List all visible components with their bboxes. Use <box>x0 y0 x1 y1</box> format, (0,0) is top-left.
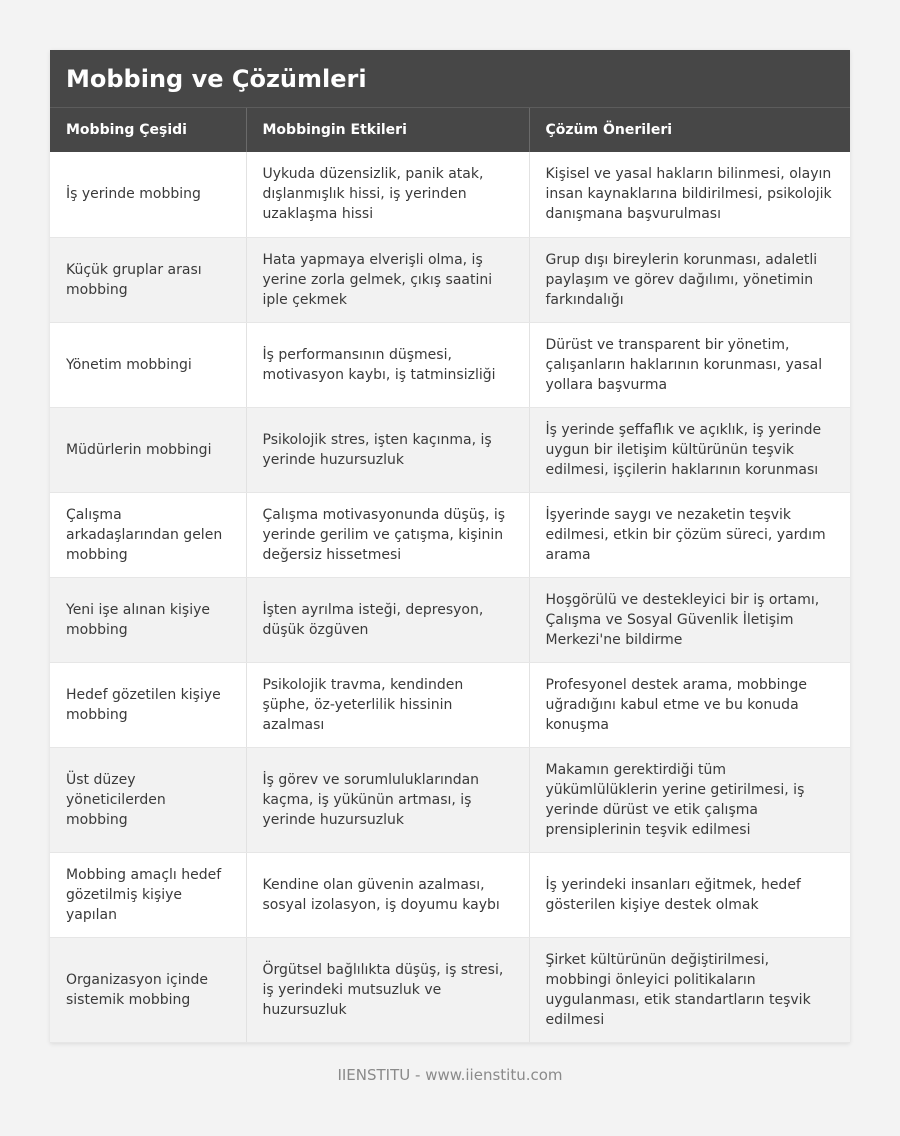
table-row <box>50 662 850 747</box>
table-row <box>50 747 850 852</box>
table-card <box>50 50 850 1043</box>
cell-type: Küçük gruplar arası mobbing <box>50 237 246 322</box>
table-row <box>50 852 850 937</box>
page-title: Mobbing ve Çözümleri <box>66 64 367 93</box>
mobbing-table <box>50 108 850 1043</box>
cell-type: Yönetim mobbingi <box>50 322 246 407</box>
cell-solutions: Makamın gerektirdiği tüm yükümlülüklerin yerine getirilmesi, iş yerinde dürüst ve etik çalışma prensiplerinin teşvik edilmesi <box>529 747 850 852</box>
footer-credit: IIENSTITU - www.iienstitu.com <box>337 1066 563 1084</box>
cell-solutions: İşyerinde saygı ve nezaketin teşvik edilmesi, etkin bir çözüm süreci, yardım arama <box>529 492 850 577</box>
cell-effects: Uykuda düzensizlik, panik atak, dışlanmışlık hissi, iş yerinden uzaklaşma hissi <box>246 152 529 237</box>
table-row <box>50 937 850 1042</box>
table-row <box>50 152 850 237</box>
cell-solutions: Grup dışı bireylerin korunması, adaletli paylaşım ve görev dağılımı, yönetimin farkındalığı <box>529 237 850 322</box>
column-header-solutions: Çözüm Önerileri <box>529 108 850 152</box>
cell-solutions: İş yerinde şeffaflık ve açıklık, iş yerinde uygun bir iletişim kültürünün teşvik edilmesi, işçilerin haklarının korunması <box>529 407 850 492</box>
column-header-effects: Mobbingin Etkileri <box>246 108 529 152</box>
table-row <box>50 407 850 492</box>
cell-effects: Psikolojik travma, kendinden şüphe, öz-yeterlilik hissinin azalması <box>246 662 529 747</box>
table-body <box>50 152 850 1042</box>
table-header <box>50 108 850 152</box>
header-row <box>50 108 850 152</box>
cell-type: İş yerinde mobbing <box>50 152 246 237</box>
cell-type: Mobbing amaçlı hedef gözetilmiş kişiye yapılan <box>50 852 246 937</box>
cell-effects: Hata yapmaya elverişli olma, iş yerine zorla gelmek, çıkış saatini iple çekmek <box>246 237 529 322</box>
table-title-bar <box>50 50 850 108</box>
cell-solutions: İş yerindeki insanları eğitmek, hedef gösterilen kişiye destek olmak <box>529 852 850 937</box>
cell-type: Hedef gözetilen kişiye mobbing <box>50 662 246 747</box>
cell-type: Üst düzey yöneticilerden mobbing <box>50 747 246 852</box>
cell-effects: Örgütsel bağlılıkta düşüş, iş stresi, iş yerindeki mutsuzluk ve huzursuzluk <box>246 937 529 1042</box>
cell-solutions: Şirket kültürünün değiştirilmesi, mobbingi önleyici politikaların uygulanması, etik standartların teşvik edilmesi <box>529 937 850 1042</box>
cell-solutions: Kişisel ve yasal hakların bilinmesi, olayın insan kaynaklarına bildirilmesi, psikolojik danışmana başvurulması <box>529 152 850 237</box>
cell-type: Yeni işe alınan kişiye mobbing <box>50 577 246 662</box>
cell-effects: İşten ayrılma isteği, depresyon, düşük özgüven <box>246 577 529 662</box>
cell-effects: Psikolojik stres, işten kaçınma, iş yerinde huzursuzluk <box>246 407 529 492</box>
cell-type: Çalışma arkadaşlarından gelen mobbing <box>50 492 246 577</box>
cell-effects: Kendine olan güvenin azalması, sosyal izolasyon, iş doyumu kaybı <box>246 852 529 937</box>
cell-solutions: Profesyonel destek arama, mobbinge uğradığını kabul etme ve bu konuda konuşma <box>529 662 850 747</box>
cell-effects: İş performansının düşmesi, motivasyon kaybı, iş tatminsizliği <box>246 322 529 407</box>
table-row <box>50 492 850 577</box>
cell-solutions: Hoşgörülü ve destekleyici bir iş ortamı, Çalışma ve Sosyal Güvenlik İletişim Merkezi'ne bildirme <box>529 577 850 662</box>
cell-type: Organizasyon içinde sistemik mobbing <box>50 937 246 1042</box>
table-row <box>50 322 850 407</box>
cell-effects: Çalışma motivasyonunda düşüş, iş yerinde gerilim ve çatışma, kişinin değersiz hissetmesi <box>246 492 529 577</box>
table-row <box>50 577 850 662</box>
cell-solutions: Dürüst ve transparent bir yönetim, çalışanların haklarının korunması, yasal yollara başvurma <box>529 322 850 407</box>
column-header-type: Mobbing Çeşidi <box>50 108 246 152</box>
table-row <box>50 237 850 322</box>
cell-effects: İş görev ve sorumluluklarından kaçma, iş yükünün artması, iş yerinde huzursuzluk <box>246 747 529 852</box>
cell-type: Müdürlerin mobbingi <box>50 407 246 492</box>
